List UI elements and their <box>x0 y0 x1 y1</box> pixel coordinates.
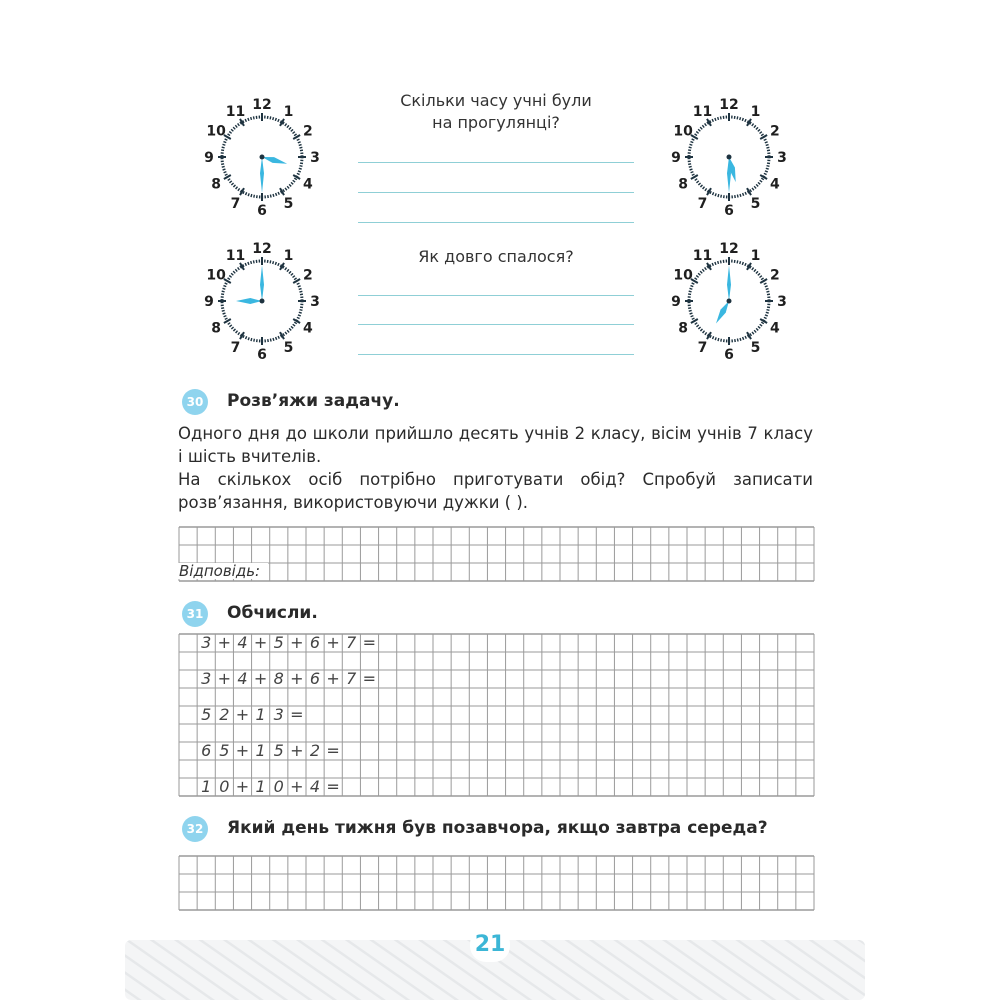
clock-number: 10 <box>673 267 693 284</box>
clock-number: 3 <box>777 150 787 166</box>
expression-cell: + <box>290 669 304 688</box>
clock-number: 4 <box>303 176 313 193</box>
expression-cell: 8 <box>273 669 284 688</box>
clock-number: 3 <box>310 294 320 310</box>
clock-number: 8 <box>678 176 688 193</box>
answer-label: Відповідь: <box>178 563 268 579</box>
clock-number: 11 <box>692 248 713 265</box>
clock-number: 8 <box>211 176 221 193</box>
clock-number: 3 <box>310 150 320 166</box>
clock-number: 2 <box>770 267 780 284</box>
answer-grid[interactable] <box>178 855 815 911</box>
task-number-badge: 32 <box>182 816 208 842</box>
clock-number: 6 <box>257 347 267 363</box>
clock-number: 3 <box>777 294 787 310</box>
clock-number: 12 <box>252 241 272 257</box>
expression-cell: 6 <box>201 741 212 760</box>
expression-cell: 2 <box>309 741 321 760</box>
clock-center <box>260 299 265 304</box>
clock-number: 10 <box>206 123 226 140</box>
expression-cell: 3 <box>273 705 284 724</box>
expression-cell: = <box>326 741 340 760</box>
expression-cell: 0 <box>219 777 230 796</box>
clock-number: 9 <box>671 294 681 310</box>
expression-cell: + <box>326 669 340 688</box>
minute-hand <box>260 157 264 193</box>
clock-number: 6 <box>257 203 267 219</box>
expression-cell: 7 <box>346 633 357 652</box>
expression-cell: 1 <box>255 741 266 760</box>
clock-number: 12 <box>719 241 739 257</box>
clock-number: 6 <box>724 203 734 219</box>
answer-line[interactable] <box>358 324 634 325</box>
expression-cell: 2 <box>219 705 230 724</box>
clock-number: 4 <box>770 176 780 193</box>
grid-lines <box>178 855 815 911</box>
task-number-badge: 30 <box>182 389 208 415</box>
clock-center <box>727 299 732 304</box>
expression-cell: 5 <box>273 633 284 652</box>
expression-cell: + <box>290 777 304 796</box>
clock-number: 12 <box>719 97 739 113</box>
clock-number: 10 <box>206 267 226 284</box>
clock-number: 4 <box>770 320 780 337</box>
clock-face <box>669 241 789 361</box>
expression-cell: + <box>217 669 232 688</box>
expression-row <box>197 634 378 652</box>
clock-sleep-end <box>669 241 789 361</box>
expression-cell: 4 <box>309 777 321 796</box>
clock-number: 4 <box>303 320 313 337</box>
clock-face <box>202 97 322 217</box>
answer-line[interactable] <box>358 192 634 193</box>
clock-number: 11 <box>692 104 713 121</box>
expression-cell: 4 <box>237 633 248 652</box>
task-number-badge: 31 <box>182 601 208 627</box>
clock-number: 9 <box>204 150 214 166</box>
expression-cell: 5 <box>273 741 284 760</box>
expression-cell: 1 <box>255 777 266 796</box>
answer-line[interactable] <box>358 162 634 163</box>
clock-number: 1 <box>283 248 294 265</box>
clock-number: 12 <box>252 97 272 113</box>
clock-number: 7 <box>697 195 708 212</box>
clock-walk-start <box>202 97 322 217</box>
clock-number: 5 <box>750 195 761 212</box>
clock-number: 1 <box>750 248 761 265</box>
expression-cell: 6 <box>309 633 321 652</box>
question-sleep-text: Як довго спалося? <box>418 247 574 266</box>
answer-line[interactable] <box>358 354 634 355</box>
clock-number: 7 <box>230 339 241 356</box>
expression-cell: + <box>253 633 268 652</box>
answer-grid[interactable] <box>178 526 815 582</box>
clock-number: 11 <box>225 104 246 121</box>
expression-cell: 5 <box>201 705 212 724</box>
expression-cell: 1 <box>255 705 266 724</box>
expression-cell: = <box>362 669 377 688</box>
hour-hand <box>236 298 262 304</box>
page-number: 21 <box>470 928 510 962</box>
expression-cell: + <box>326 633 340 652</box>
answer-line[interactable] <box>358 295 634 296</box>
task-text-line: На скількох осіб потрібно приготувати обід? Спробуй записати <box>178 470 813 489</box>
clock-number: 11 <box>225 248 246 265</box>
clock-number: 10 <box>673 123 693 140</box>
clock-number: 5 <box>750 339 761 356</box>
expression-cell: + <box>235 777 250 796</box>
expression-cell: = <box>326 777 340 796</box>
clock-number: 2 <box>303 267 313 284</box>
clock-center <box>727 155 732 160</box>
clock-number: 2 <box>303 123 313 140</box>
expression-cell: 0 <box>273 777 284 796</box>
expression-cell: 5 <box>219 741 230 760</box>
question-sleep <box>358 246 634 268</box>
expression-cell: 7 <box>346 669 357 688</box>
expression-row <box>197 706 306 724</box>
hour-hand <box>716 301 729 324</box>
expression-cell: + <box>235 705 250 724</box>
clock-number: 7 <box>697 339 708 356</box>
clock-face <box>202 241 322 361</box>
expression-cell: = <box>290 705 304 724</box>
task-title: Який день тижня був позавчора, якщо завтра середа? <box>227 818 768 838</box>
grid-lines <box>178 526 815 582</box>
expression-cell: + <box>235 741 250 760</box>
clock-number: 9 <box>204 294 214 310</box>
clock-number: 7 <box>230 195 241 212</box>
expression-cell: 1 <box>201 777 212 796</box>
expression-row <box>197 778 342 796</box>
clock-number: 8 <box>211 320 221 337</box>
expression-cell: 4 <box>237 669 248 688</box>
clock-number: 1 <box>283 104 294 121</box>
task-text <box>178 422 813 514</box>
hour-hand <box>262 157 287 164</box>
task-text-line: розв’язання, використовуючи дужки ( ). <box>178 493 529 512</box>
expression-cell: + <box>253 669 268 688</box>
answer-line[interactable] <box>358 222 634 223</box>
clock-number: 2 <box>770 123 780 140</box>
task-title: Обчисли. <box>227 603 318 623</box>
expression-cell: + <box>290 741 304 760</box>
clock-number: 5 <box>283 195 294 212</box>
expression-cell: + <box>290 633 304 652</box>
clock-face <box>669 97 789 217</box>
expression-cell: 3 <box>201 633 212 652</box>
question-walk <box>358 90 634 134</box>
clock-number: 8 <box>678 320 688 337</box>
task-text-line: і шість вчителів. <box>178 447 322 466</box>
clock-number: 9 <box>671 150 681 166</box>
minute-hand <box>260 265 264 301</box>
clock-center <box>260 155 265 160</box>
clock-number: 1 <box>750 104 761 121</box>
clock-walk-end <box>669 97 789 217</box>
clock-number: 5 <box>283 339 294 356</box>
question-walk-line1: Скільки часу учні були <box>400 91 592 110</box>
expression-cell: + <box>217 633 232 652</box>
expression-cell: = <box>362 633 377 652</box>
question-walk-line2: на прогулянці? <box>432 113 560 132</box>
clock-sleep-start <box>202 241 322 361</box>
clock-number: 6 <box>724 347 734 363</box>
minute-hand <box>727 265 731 301</box>
expression-cell: 3 <box>201 669 212 688</box>
expression-cell: 6 <box>309 669 321 688</box>
expression-row <box>197 670 378 688</box>
task-title: Розв’яжи задачу. <box>227 391 400 411</box>
task-text-line: Одного дня до школи прийшло десять учнів 2 класу, вісім учнів 7 класу <box>178 424 813 443</box>
expression-row <box>197 742 342 760</box>
